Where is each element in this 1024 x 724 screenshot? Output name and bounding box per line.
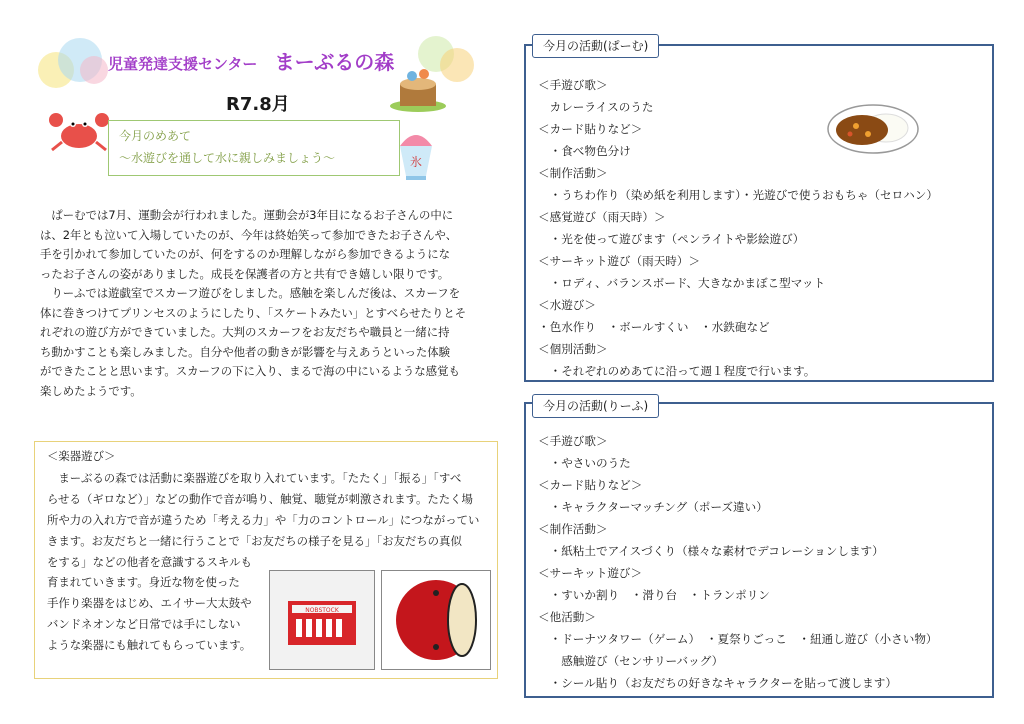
- center-name: 児童発達支援センター: [108, 55, 258, 73]
- instrument-heading: ＜楽器遊び＞: [47, 449, 116, 463]
- article-line: りーふでは遊戯室でスカーフ遊びをしました。感触を楽しんだ後は、スカーフを: [40, 286, 461, 300]
- instrument-line: まーぶるの森では活動に楽器遊びを取り入れています。「たたく」「振る」「すべ: [47, 471, 462, 485]
- tree-stump-icon: [388, 62, 448, 114]
- list-item: ＜制作活動＞: [538, 522, 608, 536]
- list-item: ＜サーキット遊び＞: [538, 566, 643, 580]
- list-item: ＜カード貼りなど＞: [538, 122, 643, 136]
- instrument-line: らせる（ギロなど）」などの動作で音が鳴り、触覚、聴覚が刺激されます。たたく場: [47, 492, 473, 506]
- article-line: ち動かすことも楽しみました。自分や他者の動きが影響を与えあうといった体験: [40, 344, 451, 359]
- list-item: ・シール貼り（お友だちの好きなキャラクターを貼って渡します）: [538, 676, 897, 690]
- list-item: ＜水遊び＞: [538, 298, 596, 312]
- instrument-text-narrow: [47, 572, 287, 656]
- drum-photo: [381, 570, 491, 670]
- issue-date: R7.8月: [226, 94, 290, 115]
- instrument-text: [47, 468, 487, 573]
- crab-icon: [48, 108, 110, 152]
- shaved-ice-icon: [394, 124, 438, 182]
- list-item: ・やさいのうた: [538, 456, 631, 470]
- article-line: ったお子さんの姿がありました。成長を保護者の方と共有でき嬉しい限りです。: [40, 266, 450, 281]
- list-item: ＜手遊び歌＞: [538, 434, 608, 448]
- aim-text: ～水遊びを通して水に親しみましょう～: [119, 151, 336, 165]
- palm-activities-box: [524, 44, 994, 382]
- list-item: ・キャラクターマッチング（ポーズ違い）: [538, 500, 768, 514]
- instrument-line: 所や力の入れ方で音が違うため「考える力」や「力のコントロール」につながってい: [47, 513, 480, 527]
- list-item: 感触遊び（センサリーバッグ）: [538, 654, 724, 668]
- list-item: ＜制作活動＞: [538, 166, 608, 180]
- article-line: 体に巻きつけてプリンセスのようにしたり、「スケートみたい」とすべらせたりとそ: [40, 305, 467, 320]
- aim-title: 今月のめあて: [119, 129, 192, 143]
- instrument-play-box: [34, 441, 498, 679]
- article-line: れぞれの遊び方ができていました。大判のスカーフをお友だちや職員と一緒に持: [40, 325, 450, 339]
- article-line: ができたことと思います。スカーフの下に入り、まるで海の中にいるような感覚も: [40, 364, 460, 378]
- tab-leaf-activities: 今月の活動(りーふ): [532, 394, 659, 418]
- list-item: ＜サーキット遊び（雨天時）＞: [538, 254, 701, 268]
- article-line: は、2年とも泣いて入場していたのが、今年は終始笑って参加できたお子さんや、: [40, 227, 458, 242]
- article-line: 楽しめたようです。: [40, 383, 142, 398]
- center-brand: まーぶるの森: [274, 50, 395, 74]
- list-item: カレーライスのうた: [538, 100, 654, 114]
- article-line: ぱーむでは7月、運動会が行われました。運動会が3年目になるお子さんの中に: [40, 208, 454, 222]
- list-item: ・うちわ作り（染め紙を利用します）・光遊びで使うおもちゃ（セロハン）: [538, 188, 938, 202]
- instrument-line: 育まれていきます。身近な物を使った: [47, 575, 240, 589]
- decor-bubble: [80, 56, 108, 84]
- curry-rice-icon: [826, 102, 920, 156]
- instrument-line: ような楽器にも触れてもらっています。: [47, 638, 252, 652]
- list-item: ＜他活動＞: [538, 610, 596, 624]
- article-line: 手を引かれて参加していたのが、何をするのか理解しながら参加できるようにな: [40, 247, 451, 261]
- page-title: [108, 46, 394, 75]
- kakigori-label: 氷: [409, 155, 423, 169]
- list-item: ・ドーナツタワー（ゲーム） ・夏祭りごっこ ・紐通し遊び（小さい物）: [538, 632, 938, 646]
- instrument-line: きます。お友だちと一緒に行うことで「お友だちの様子を見る」「お友だちの真似: [47, 534, 462, 548]
- accordion-photo: [269, 570, 375, 670]
- monthly-aim-box: [108, 120, 400, 176]
- list-item: ・それぞれのめあてに沿って週１程度で行います。: [538, 364, 816, 378]
- list-item: ＜個別活動＞: [538, 342, 608, 356]
- list-item: ・ロディ、バランスボード、大きなかまぼこ型マット: [538, 276, 826, 290]
- main-article: [40, 206, 495, 401]
- list-item: ・色水作り ・ボールすくい ・水鉄砲など: [538, 320, 770, 334]
- list-item: ＜カード貼りなど＞: [538, 478, 643, 492]
- list-item: ＜感覚遊び（雨天時）＞: [538, 210, 666, 224]
- tab-palm-activities: 今月の活動(ぱーむ): [532, 34, 659, 58]
- instrument-line: バンドネオンなど日常では手にしない: [47, 617, 241, 631]
- leaf-activities-box: [524, 402, 994, 698]
- instrument-line: をする」などの他者を意識するスキルも: [47, 555, 252, 569]
- list-item: ・光を使って遊びます（ペンライトや影絵遊び）: [538, 232, 805, 246]
- list-item: ＜手遊び歌＞: [538, 78, 608, 92]
- accordion-brand: NOBSTOCK: [305, 607, 339, 614]
- list-item: ・紙粘土でアイスづくり（様々な素材でデコレーションします）: [538, 544, 884, 558]
- list-item: ・食べ物色分け: [538, 144, 631, 158]
- instrument-line: 手作り楽器をはじめ、エイサー大太鼓や: [47, 596, 252, 610]
- list-item: ・すいか割り ・滑り台 ・トランポリン: [538, 588, 770, 602]
- leaf-activity-list: [538, 430, 938, 694]
